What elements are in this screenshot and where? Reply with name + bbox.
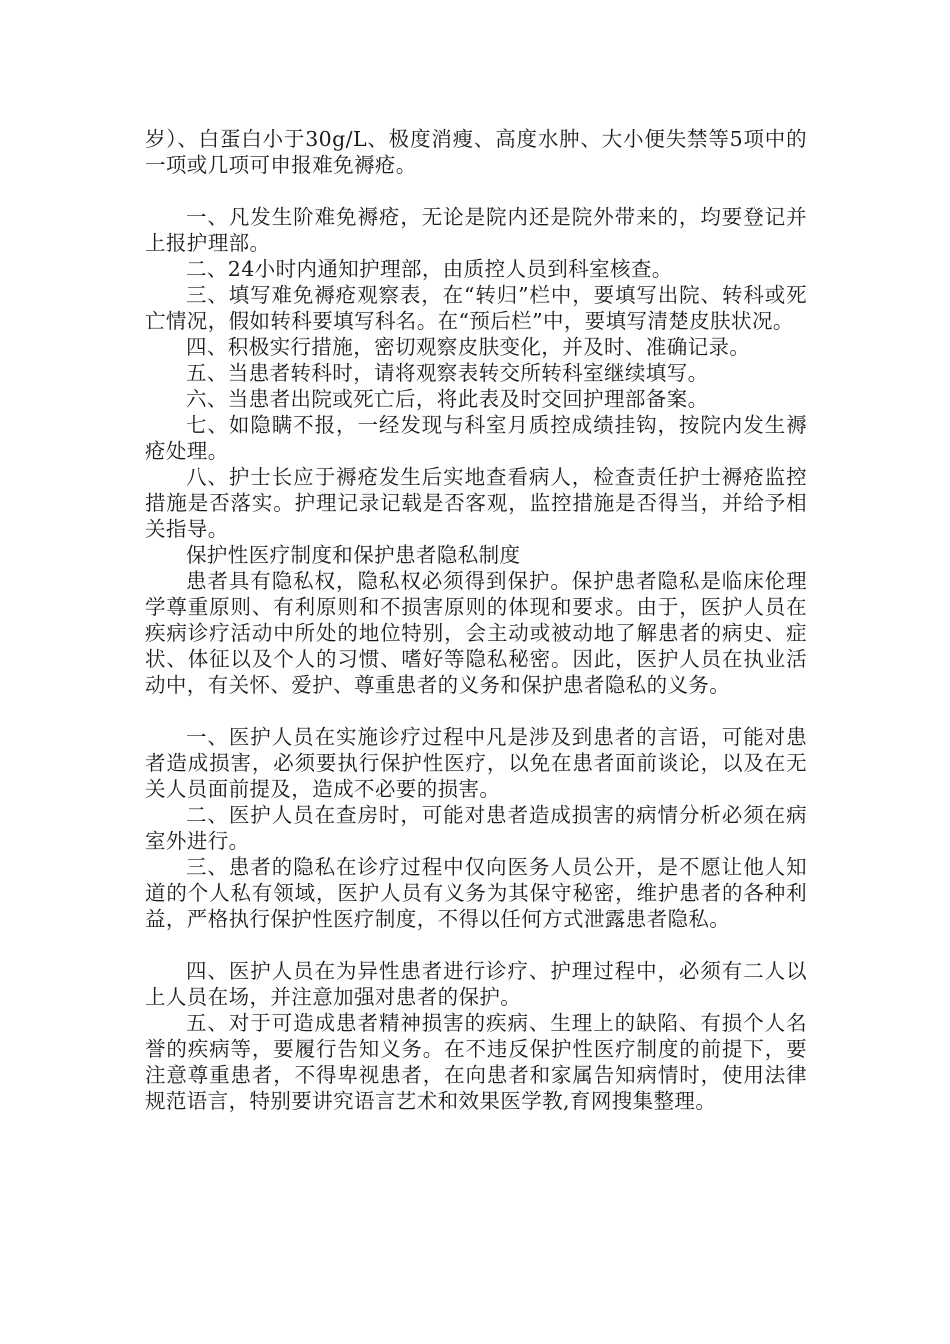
paragraph-privacy-4: 四、医护人员在为异性患者进行诊疗、护理过程中，必须有二人以上人员在场，并注意加强对患者的保护。 (145, 959, 807, 1009)
paragraph-rule-5: 五、当患者转科时，请将观察表转交所转科室继续填写。 (186, 361, 709, 385)
paragraph-rule-7: 七、如隐瞒不报，一经发现与科室月质控成绩挂钩，按院内发生褥疮处理。 (145, 413, 807, 463)
paragraph-continuation: 岁）、白蛋白小于30g/L、极度消瘦、高度水肿、大小便失禁等5项中的一项或几项可申报难免褥疮。 (145, 127, 807, 177)
paragraph-rule-8: 八、护士长应于褥疮发生后实地查看病人，检查责任护士褥疮监控措施是否落实。护理记录记载是否客观，监控措施是否得当，并给予相关指导。 (145, 465, 807, 541)
paragraph-rule-6: 六、当患者出院或死亡后，将此表及时交回护理部备案。 (186, 387, 709, 411)
paragraph-gap (145, 178, 807, 204)
paragraph-privacy-intro: 患者具有隐私权，隐私权必须得到保护。保护患者隐私是临床伦理学尊重原则、有利原则和不损害原则的体现和要求。由于，医护人员在疾病诊疗活动中所处的地位特别，会主动或被动地了解患者的病史、症状、体征以及个人的习惯、嗜好等隐私秘密。因此，医护人员在执业活动中，有关怀、爱护、尊重患者的义务和保护患者隐私的义务。 (145, 569, 807, 697)
paragraph-rule-2: 二、24小时内通知护理部，由质控人员到科室核查。 (186, 257, 673, 281)
paragraph-privacy-2: 二、医护人员在查房时，可能对患者造成损害的病情分析必须在病室外进行。 (145, 803, 807, 853)
paragraph-privacy-5: 五、对于可造成患者精神损害的疾病、生理上的缺陷、有损个人名誉的疾病等，要履行告知义务。在不违反保护性医疗制度的前提下，要注意尊重患者，不得卑视患者，在向患者和家属告知病情时，使用法律规范语言，特别要讲究语言艺术和效果医学教,育网搜集整理。 (145, 1011, 807, 1113)
document-body (145, 126, 807, 1114)
paragraph-privacy-3: 三、患者的隐私在诊疗过程中仅向医务人员公开，是不愿让他人知道的个人私有领域，医护人员有义务为其保守秘密，维护患者的各种利益，严格执行保护性医疗制度，不得以任何方式泄露患者隐私。 (145, 855, 807, 931)
paragraph-rule-3: 三、填写难免褥疮观察表，在“转归”栏中，要填写出院、转科或死亡情况，假如转科要填写科名。在“预后栏”中，要填写清楚皮肤状况。 (145, 283, 807, 333)
paragraph-privacy-1: 一、医护人员在实施诊疗过程中凡是涉及到患者的言语，可能对患者造成损害，必须要执行保护性医疗，以免在患者面前谈论，以及在无关人员面前提及，造成不必要的损害。 (145, 725, 807, 801)
paragraph-rule-1: 一、凡发生阶难免褥疮，无论是院内还是院外带来的，均要登记并上报护理部。 (145, 205, 807, 255)
paragraph-gap (145, 698, 807, 724)
paragraph-rule-4: 四、积极实行措施，密切观察皮肤变化，并及时、准确记录。 (186, 335, 751, 359)
paragraph-gap (145, 932, 807, 958)
section-heading: 保护性医疗制度和保护患者隐私制度 (186, 543, 521, 567)
